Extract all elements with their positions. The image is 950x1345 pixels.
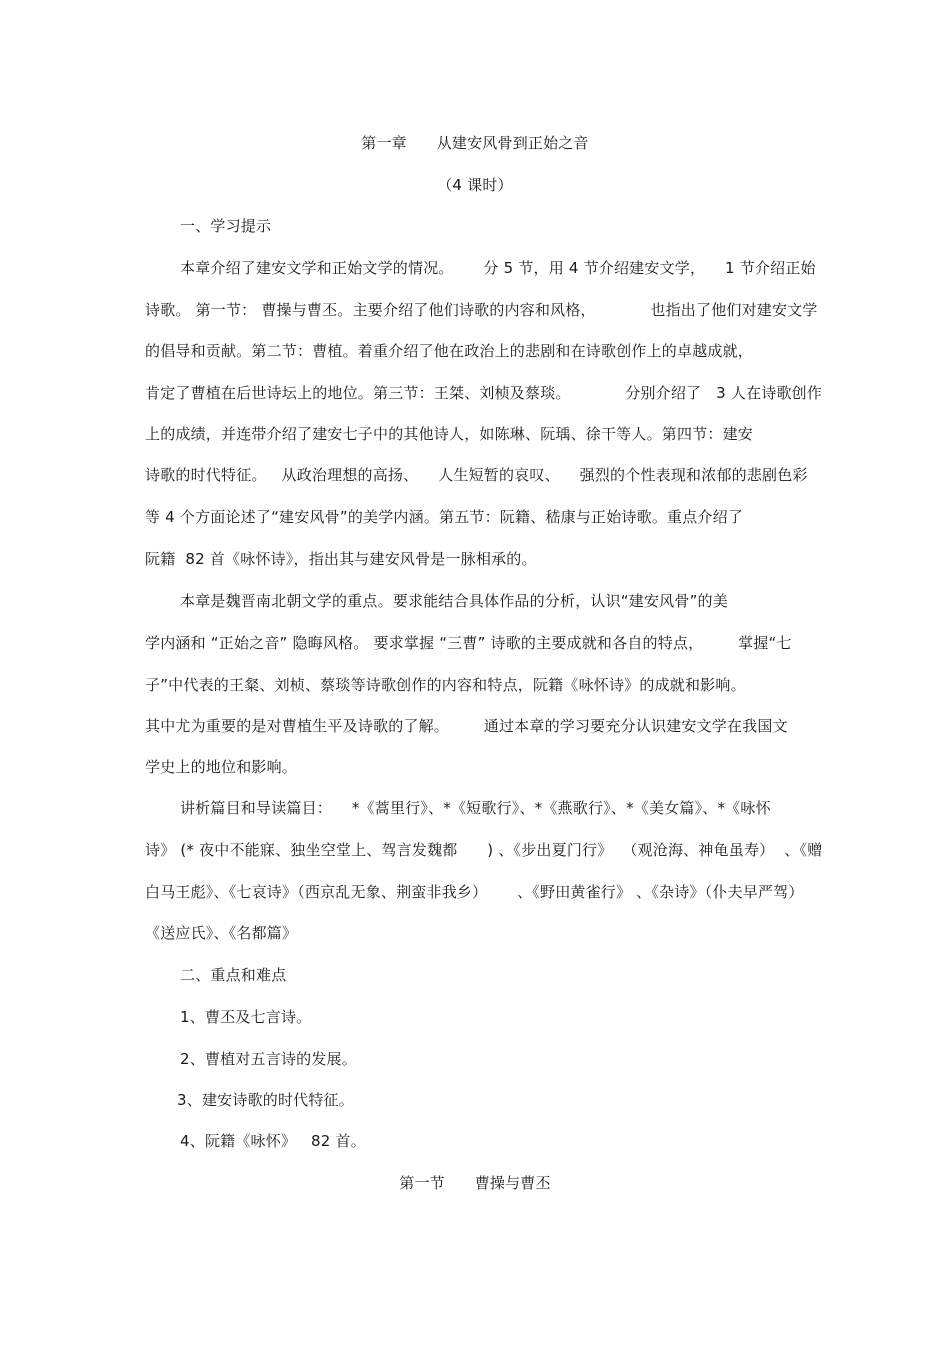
para1-line: 上的成绩，并连带介绍了建安七子中的其他诗人，如陈琳、阮瑀、徐干等人。第四节：建安 bbox=[145, 425, 754, 443]
para3-line: 《送应氏》、《名都篇》 bbox=[145, 924, 298, 942]
chapter-title: 第一章 从建安风骨到正始之音 bbox=[361, 134, 589, 152]
para1-line: 诗歌。 第一节： 曹操与曹丕。主要介绍了他们诗歌的内容和风格， 也指出了他们对建安文学 bbox=[145, 301, 818, 319]
key-point-item: 4、阮籍《咏怀》 82 首。 bbox=[180, 1132, 366, 1150]
chapter-hours: （4 课时） bbox=[437, 176, 513, 194]
para1-line: 阮籍 82 首《咏怀诗》，指出其与建安风骨是一脉相承的。 bbox=[145, 550, 537, 568]
key-point-item: 2、曹植对五言诗的发展。 bbox=[180, 1050, 357, 1068]
para1-line: 的倡导和贡献。第二节：曹植。着重介绍了他在政治上的悲剧和在诗歌创作上的卓越成就， bbox=[145, 342, 754, 360]
para2-line: 本章是魏晋南北朝文学的重点。要求能结合具体作品的分析，认识“建安风骨”的美 bbox=[180, 592, 728, 610]
para2-line: 其中尤为重要的是对曹植生平及诗歌的了解。 通过本章的学习要充分认识建安文学在我国文 bbox=[145, 717, 788, 735]
para3-line: 白马王彪》、《七哀诗》（西京乱无象、荆蛮非我乡） 、《野田黄雀行》 、《杂诗》（仆夫早严驾） bbox=[145, 883, 804, 901]
para3-line: 讲析篇目和导读篇目： *《蒿里行》、*《短歌行》、*《燕歌行》、*《美女篇》、*《咏怀 bbox=[180, 799, 771, 817]
key-point-item: 1、曹丕及七言诗。 bbox=[180, 1008, 312, 1026]
section-heading-study-tips: 一、学习提示 bbox=[180, 217, 272, 235]
para1-line: 本章介绍了建安文学和正始文学的情况。 分 5 节，用 4 节介绍建安文学， 1 节介绍正始 bbox=[180, 259, 816, 277]
key-point-item: 3、建安诗歌的时代特征。 bbox=[177, 1091, 354, 1109]
para1-line: 等 4 个方面论述了“建安风骨”的美学内涵。第五节：阮籍、嵇康与正始诗歌。重点介绍了 bbox=[145, 508, 744, 526]
para2-line: 学内涵和 “正始之音” 隐晦风格。 要求掌握 “三曹” 诗歌的主要成就和各自的特点， 掌握“七 bbox=[145, 634, 792, 652]
section-heading-key-points: 二、重点和难点 bbox=[180, 966, 287, 984]
para1-line: 诗歌的时代特征。 从政治理想的高扬、 人生短暂的哀叹、 强烈的个性表现和浓郁的悲剧色彩 bbox=[145, 466, 808, 484]
para2-line: 子”中代表的王粲、刘桢、蔡琰等诗歌创作的内容和特点，阮籍《咏怀诗》的成就和影响。 bbox=[145, 676, 746, 694]
section-title: 第一节 曹操与曹丕 bbox=[399, 1174, 551, 1192]
para1-line: 肯定了曹植在后世诗坛上的地位。第三节：王桀、刘桢及蔡琰。 分别介绍了 3 人在诗歌创作 bbox=[145, 384, 823, 402]
para2-line: 学史上的地位和影响。 bbox=[145, 758, 298, 776]
para3-line: 诗》 (* 夜中不能寐、独坐空堂上、驾言发魏都 ) 、《步出夏门行》 （观沧海、神龟虽寿） 、《赠 bbox=[145, 841, 823, 859]
